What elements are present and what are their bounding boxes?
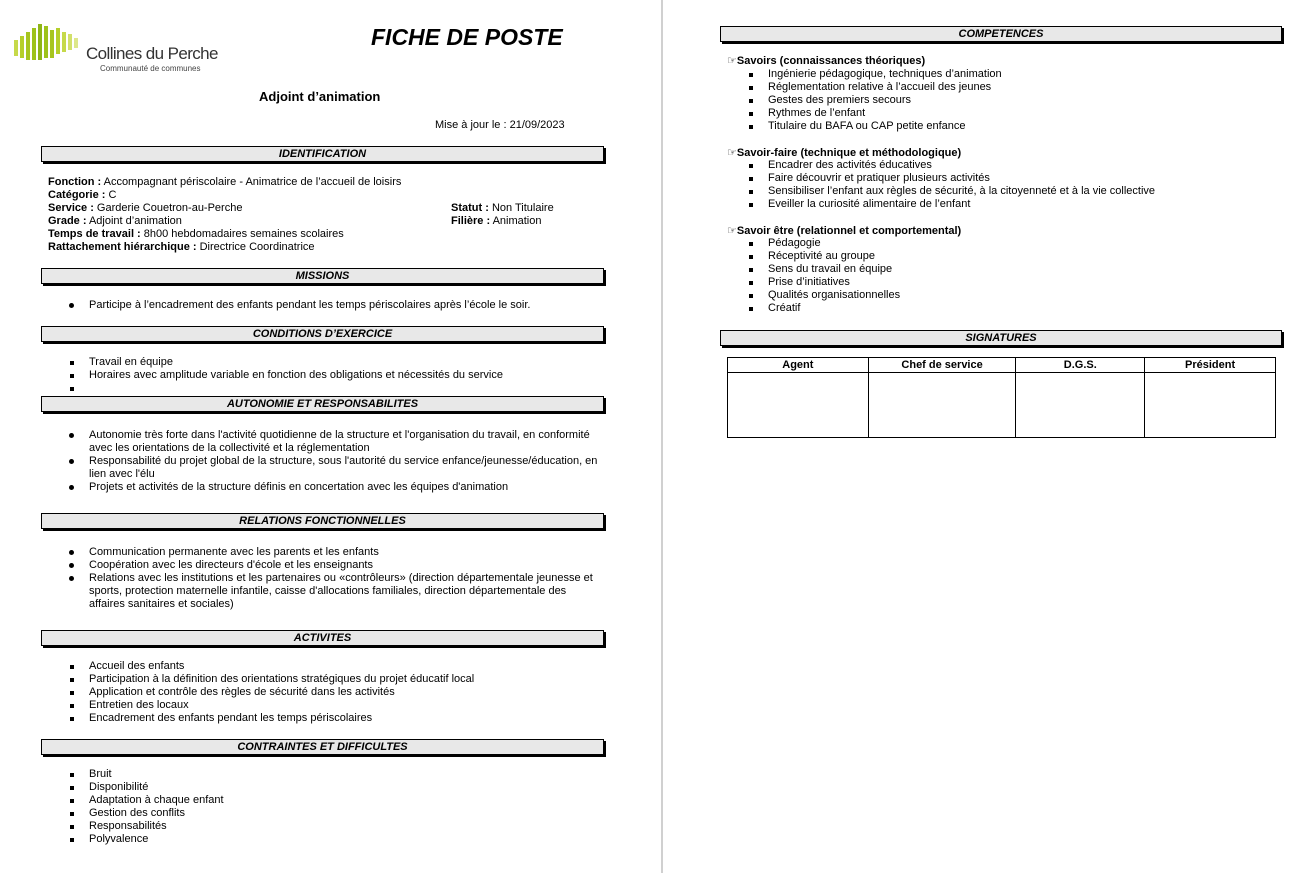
contraintes-list: [41, 768, 604, 846]
list-item: Entretien des locaux: [89, 699, 189, 711]
section-header-relations: RELATIONS FONCTIONNELLES: [41, 513, 604, 529]
list-item: Communication permanente avec les parents et les enfants: [89, 546, 379, 558]
section-header-contraintes: CONTRAINTES ET DIFFICULTES: [41, 739, 604, 755]
id-fonction: Fonction : Accompagnant périscolaire - Animatrice de l’accueil de loisirs: [48, 176, 402, 188]
logo: [14, 24, 234, 72]
list-item: Responsabilités: [89, 820, 167, 832]
sig-box-agent[interactable]: [728, 373, 869, 438]
list-item: Participation à la définition des orientations stratégiques du projet éducatif local: [89, 673, 475, 685]
id-statut: Statut : Non Titulaire: [451, 202, 554, 214]
list-item: Application et contrôle des règles de sécurité dans les activités: [89, 686, 395, 698]
list-item: Projets et activités de la structure définis en concertation avec les équipes d'animation: [89, 481, 509, 493]
id-categorie: Catégorie : C: [48, 189, 117, 201]
list-item: Ingénierie pédagogique, techniques d’animation: [768, 68, 1002, 80]
sig-col-chef: Chef de service: [868, 358, 1016, 373]
section-header-conditions: CONDITIONS D’EXERCICE: [41, 326, 604, 342]
list-item: Réceptivité au groupe: [768, 250, 876, 262]
section-header-signatures: SIGNATURES: [720, 330, 1282, 346]
list-item: Responsabilité du projet global de la structure, sous l'autorité du service enfance/jeunesse/éducation, en lien avec l'élu: [89, 455, 598, 480]
right-page: [663, 0, 1305, 873]
update-label: Mise à jour le :: [435, 119, 510, 131]
sig-box-chef[interactable]: [868, 373, 1016, 438]
job-title: Adjoint d’animation: [259, 89, 381, 104]
list-item: Titulaire du BAFA ou CAP petite enfance: [768, 120, 966, 132]
list-item: Sens du travail en équipe: [768, 263, 893, 275]
list-item: Créatif: [768, 302, 801, 314]
section-header-missions: MISSIONS: [41, 268, 604, 284]
savoirs-list: [720, 68, 1300, 133]
list-item: Faire découvrir et pratiquer plusieurs activités: [768, 172, 990, 184]
list-item: Gestion des conflits: [89, 807, 185, 819]
savoir-faire-list: [720, 159, 1300, 211]
list-item: Encadrement des enfants pendant les temps périscolaires: [89, 712, 373, 724]
list-item: Sensibiliser l’enfant aux règles de sécurité, à la citoyenneté et à la vie collective: [768, 185, 1156, 197]
list-item: Pédagogie: [768, 237, 821, 249]
list-item: Rythmes de l’enfant: [768, 107, 866, 119]
list-item: Horaires avec amplitude variable en fonction des obligations et nécessités du service: [89, 369, 503, 381]
list-item: Prise d’initiatives: [768, 276, 850, 288]
relations-list: [41, 546, 604, 611]
conditions-list: [41, 356, 604, 382]
list-item: Polyvalence: [89, 833, 149, 845]
list-item: Participe à l’encadrement des enfants pendant les temps périscolaires après l’école le soir.: [89, 299, 531, 311]
list-item: Eveiller la curiosité alimentaire de l’enfant: [768, 198, 971, 210]
document-title: FICHE DE POSTE: [371, 24, 563, 50]
savoir-etre-title: ☞Savoir être (relationnel et comportemental): [727, 225, 962, 237]
sig-box-president[interactable]: [1145, 373, 1276, 438]
id-grade: Grade : Adjoint d’animation: [48, 215, 182, 227]
update-date: 21/09/2023: [509, 119, 565, 131]
logo-subtitle: Communauté de communes: [100, 64, 201, 73]
id-rattachement: Rattachement hiérarchique : Directrice Coordinatrice: [48, 241, 315, 253]
autonomie-list: [41, 429, 604, 494]
section-header-identification: IDENTIFICATION: [41, 146, 604, 162]
savoirs-title: ☞Savoirs (connaissances théoriques): [727, 55, 926, 67]
list-item: Autonomie très forte dans l'activité quotidienne de la structure et l'organisation du travail, en conformité avec les orientations de la collectivité et la réglementation: [89, 429, 590, 454]
id-filiere: Filière : Animation: [451, 215, 542, 227]
logo-bars-icon: [14, 24, 86, 64]
list-item: Travail en équipe: [89, 356, 173, 368]
list-item: Accueil des enfants: [89, 660, 185, 672]
missions-list: [41, 299, 604, 312]
list-item: Encadrer des activités éducatives: [768, 159, 932, 171]
sig-col-dgs: D.G.S.: [1016, 358, 1145, 373]
logo-name: Collines du Perche: [86, 44, 218, 63]
id-service: Service : Garderie Couetron-au-Perche: [48, 202, 243, 214]
savoir-etre-list: [720, 237, 1300, 315]
activites-list: [41, 660, 604, 725]
savoir-faire-title: ☞Savoir-faire (technique et méthodologique): [727, 147, 962, 159]
list-item: Qualités organisationnelles: [768, 289, 901, 301]
sig-box-dgs[interactable]: [1016, 373, 1145, 438]
pointing-hand-icon: ☞: [727, 55, 737, 67]
list-item: Relations avec les institutions et les partenaires ou «contrôleurs» (direction départementale jeunesse et sports, protection maternelle infantile, caisse d'allocations familiales, direction départementale des affaires sanitaires et sociales): [89, 572, 593, 610]
section-header-autonomie: AUTONOMIE ET RESPONSABILITES: [41, 396, 604, 412]
list-item: Coopération avec les directeurs d'école et les enseignants: [89, 559, 373, 571]
signatures-table: [727, 357, 1276, 438]
pointing-hand-icon: ☞: [727, 147, 737, 159]
update-line: [435, 119, 565, 131]
sig-col-agent: Agent: [728, 358, 869, 373]
section-header-activites: ACTIVITES: [41, 630, 604, 646]
pointing-hand-icon: ☞: [727, 225, 737, 237]
id-temps: Temps de travail : 8h00 hebdomadaires semaines scolaires: [48, 228, 344, 240]
list-item: Bruit: [89, 768, 112, 780]
list-item: Réglementation relative à l’accueil des jeunes: [768, 81, 992, 93]
section-header-competences: COMPETENCES: [720, 26, 1282, 42]
list-item: Adaptation à chaque enfant: [89, 794, 224, 806]
list-item: Gestes des premiers secours: [768, 94, 912, 106]
sig-col-president: Président: [1145, 358, 1276, 373]
list-item: Disponibilité: [89, 781, 149, 793]
